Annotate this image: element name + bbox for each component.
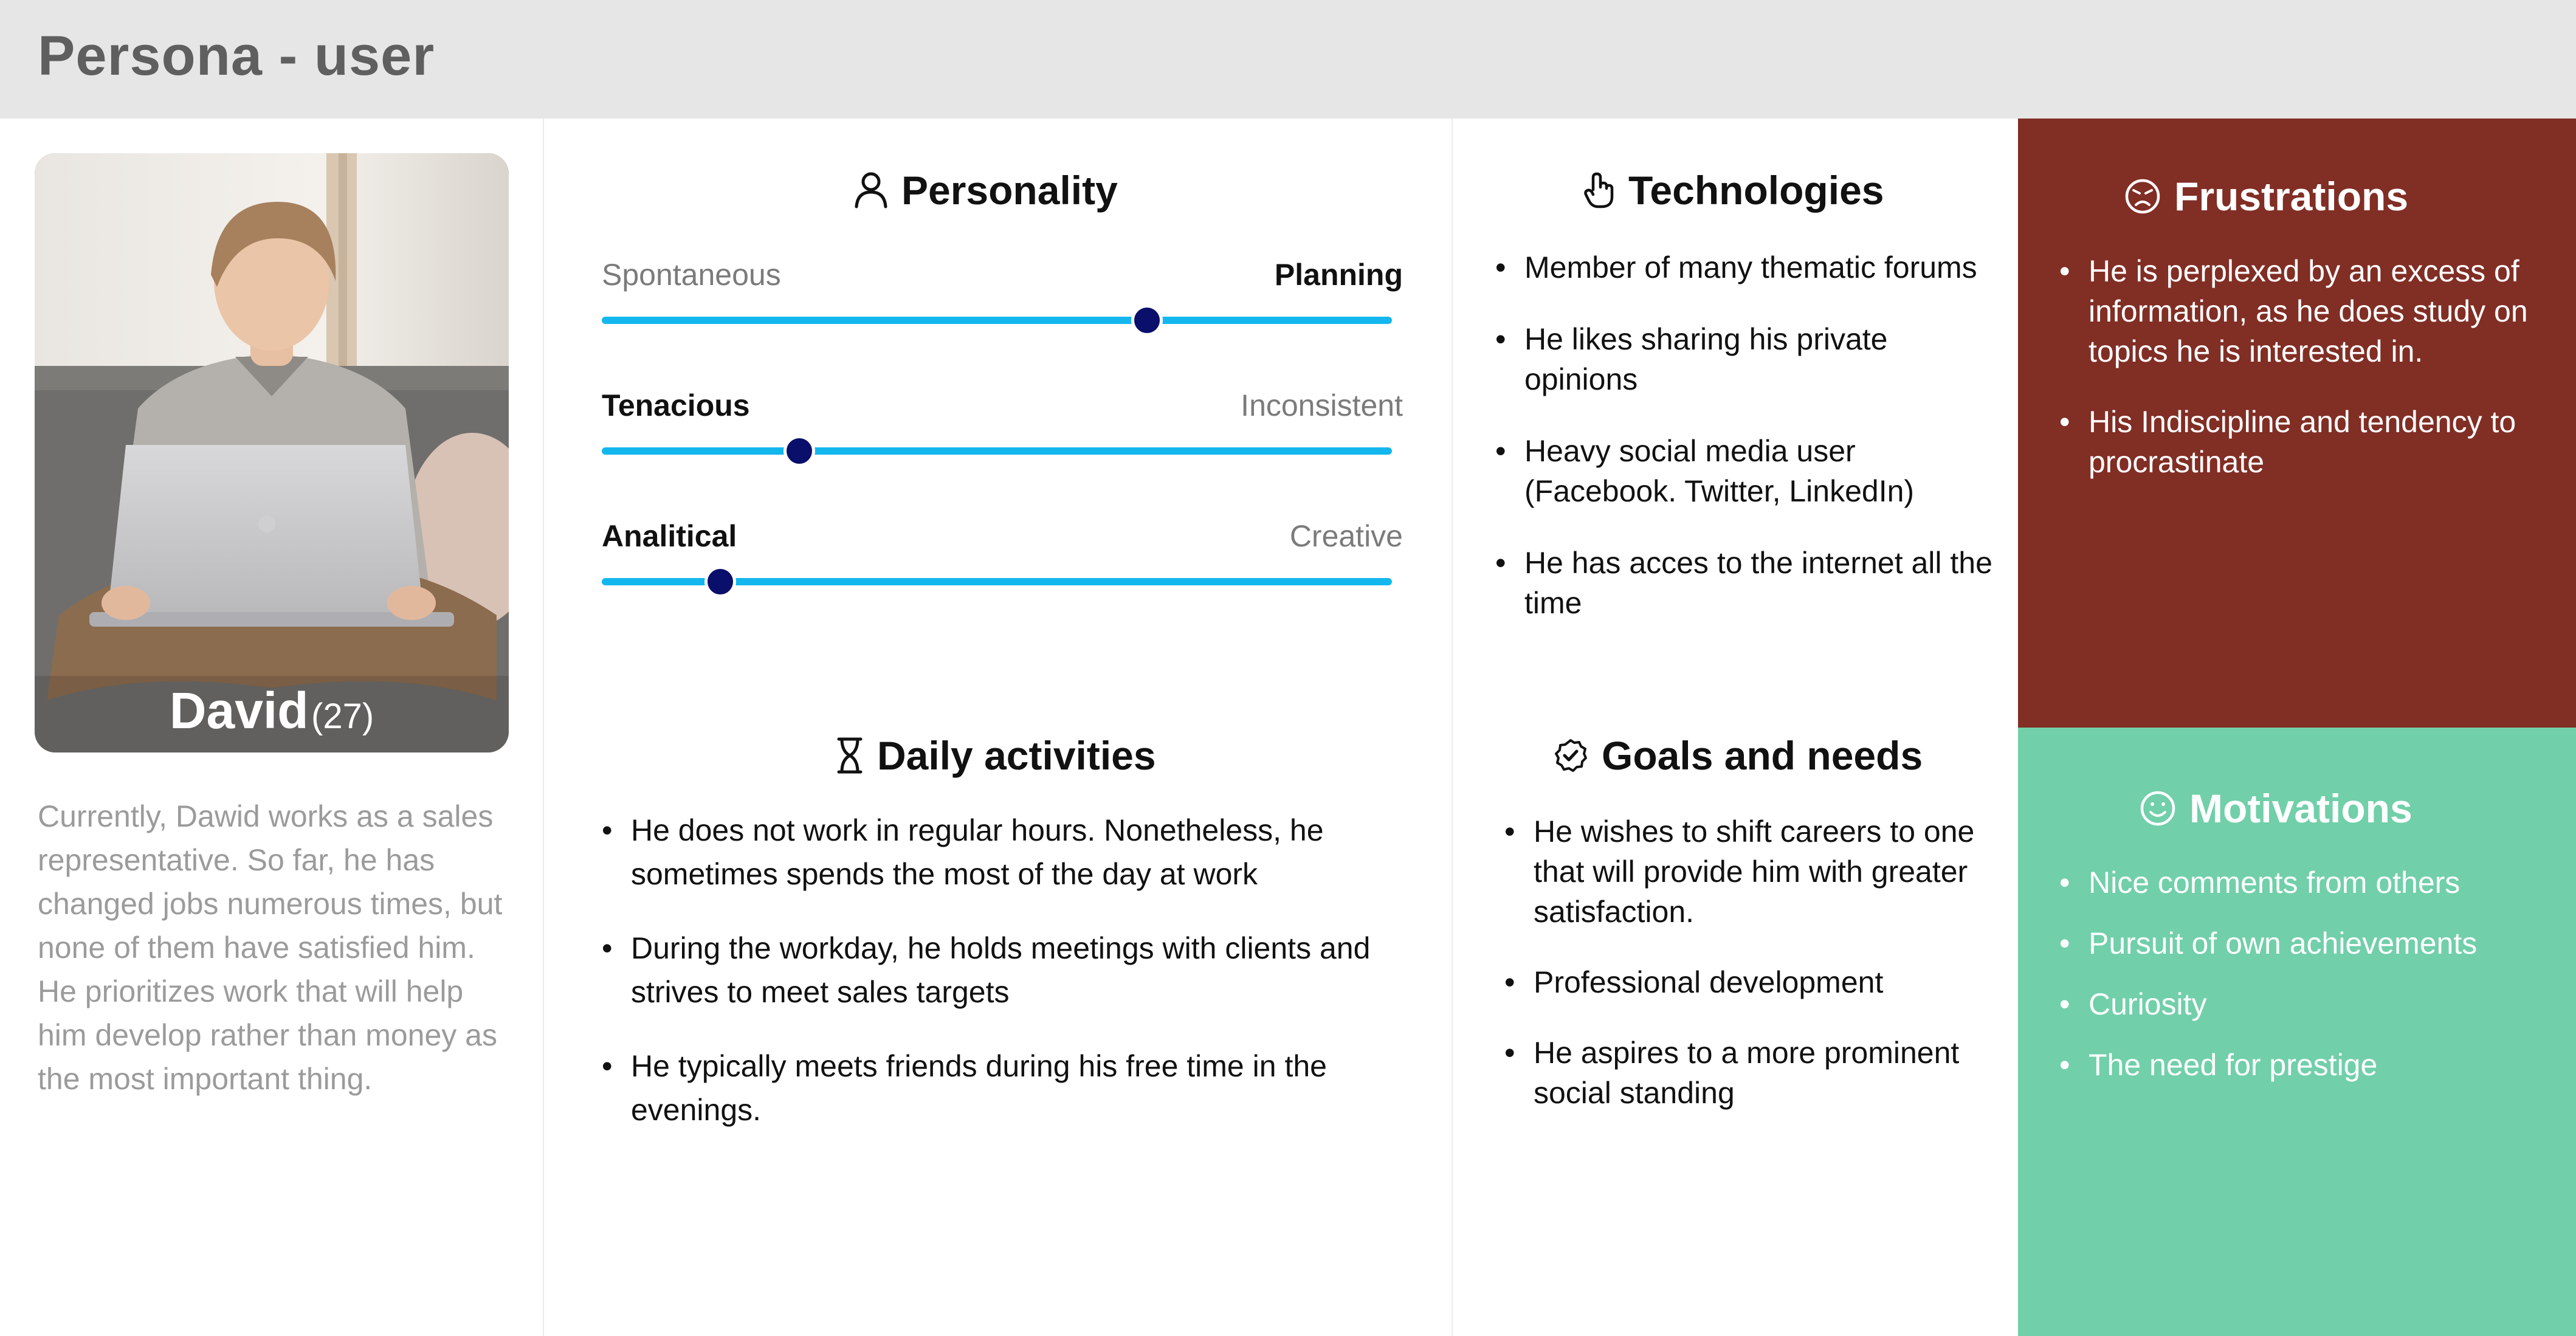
list-item: • Nice comments from others [2059, 863, 2558, 903]
hourglass-icon [836, 737, 864, 774]
check-circle-icon [1553, 738, 1588, 773]
list-item: • During the workday, he holds meetings with clients and strives to meet sales targets [602, 926, 1428, 1014]
persona-bio: Currently, Dawid works as a sales representative. So far, he has changed jobs numerous times, but none of them have satisfied him. He prioritizes work that will help him develop rather than money as the most important thing. [38, 799, 503, 1096]
motivations-panel [2018, 728, 2576, 1336]
list-item: • The need for prestige [2059, 1045, 2558, 1085]
hand-pointer-icon [1583, 171, 1615, 209]
list-item: • Curiosity [2059, 984, 2558, 1024]
goals-list [1504, 811, 2003, 1143]
frustrations-heading [2124, 173, 2408, 219]
slider-knob[interactable] [1131, 305, 1163, 336]
slider-analitical-creative[interactable] [602, 518, 1403, 591]
slider-track[interactable] [602, 317, 1392, 324]
persona-age: (27) [311, 697, 374, 736]
slider-track[interactable] [602, 447, 1392, 455]
technologies-list [1495, 247, 1994, 655]
daily-activities-heading [836, 732, 1156, 779]
motivations-heading [2140, 785, 2412, 832]
list-item: • Heavy social media user (Facebook. Twitter, LinkedIn) [1495, 431, 1994, 511]
daily-activities-list [602, 808, 1428, 1162]
technologies-title: Technologies [1628, 168, 1884, 213]
user-icon [854, 171, 888, 209]
list-item: • Member of many thematic forums [1495, 247, 1994, 288]
personality-column [544, 119, 1453, 1336]
slider-right-label: Planning [1274, 258, 1403, 292]
persona-name-label [35, 681, 509, 740]
technologies-column [1453, 119, 2018, 1336]
list-item: • Pursuit of own achievements [2059, 923, 2558, 963]
motivations-title: Motivations [2189, 786, 2412, 831]
page-title: Persona - user [38, 25, 435, 87]
slider-right-label: Inconsistent [1241, 388, 1403, 422]
persona-name: David [169, 682, 309, 739]
goals-title: Goals and needs [1602, 733, 1923, 778]
slider-right-label: Creative [1289, 519, 1403, 553]
slider-left-label: Tenacious [602, 388, 750, 422]
personality-heading [854, 167, 1118, 213]
list-item: • Professional development [1504, 962, 2003, 1002]
slider-knob[interactable] [783, 435, 815, 467]
goals-heading [1553, 732, 1923, 779]
slider-tenacious-inconsistent[interactable] [602, 388, 1403, 461]
frustrations-panel [2018, 119, 2576, 728]
smile-face-icon [2140, 790, 2176, 827]
frustrations-title: Frustrations [2174, 174, 2409, 219]
daily-activities-title: Daily activities [877, 733, 1156, 778]
slider-left-label: Spontaneous [602, 258, 781, 292]
list-item: • His Indiscipline and tendency to procrastinate [2059, 402, 2558, 482]
motivations-list [2059, 863, 2558, 1106]
profile-column [0, 119, 544, 1336]
list-item: • He aspires to a more prominent social standing [1504, 1033, 2003, 1113]
list-item: • He wishes to shift careers to one that will provide him with greater satisfaction. [1504, 811, 2003, 932]
list-item: • He has acces to the internet all the time [1495, 543, 1994, 623]
list-item: • He is perplexed by an excess of information, as he does study on topics he is interested in. [2059, 251, 2558, 371]
frustrations-list [2059, 251, 2558, 512]
list-item: • He likes sharing his private opinions [1495, 319, 1994, 399]
page-header [0, 0, 2576, 119]
person-photo-illustration [35, 153, 509, 752]
slider-knob[interactable] [704, 566, 736, 597]
slider-spontaneous-planning[interactable] [602, 257, 1403, 330]
slider-left-label: Analitical [602, 519, 737, 553]
list-item: • He does not work in regular hours. Nonetheless, he sometimes spends the most of the day at work [602, 808, 1428, 896]
list-item: • He typically meets friends during his free time in the evenings. [602, 1044, 1428, 1132]
personality-title: Personality [901, 168, 1118, 213]
technologies-heading [1583, 167, 1884, 213]
angry-face-icon [2124, 178, 2161, 215]
persona-photo [35, 153, 509, 752]
